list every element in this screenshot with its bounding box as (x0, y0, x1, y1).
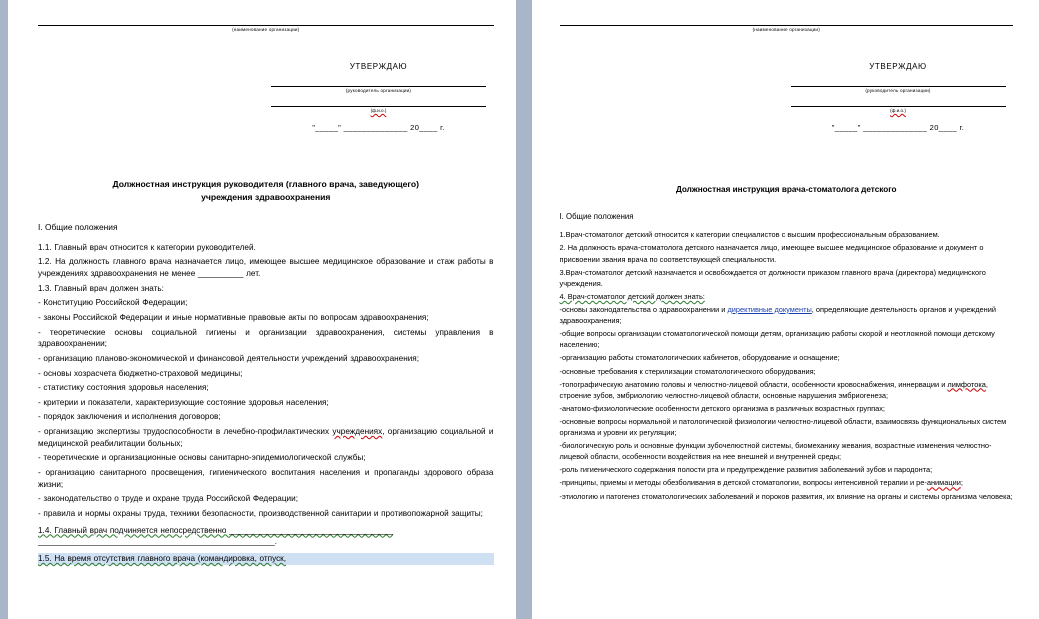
head-caption-right: (руководитель организации) (865, 88, 931, 93)
org-name-rule-right (560, 24, 1014, 26)
paragraph: - критерии и показатели, характеризующие состояние здоровья населения; (38, 397, 329, 407)
paragraph-with-link (560, 304, 1014, 326)
document-title-left (38, 178, 494, 204)
paragraph: - теоретические основы социальной гигиены и организации здравоохранения, системы управления в здравоохранении; (38, 327, 494, 349)
paragraph-with-spellcheck (38, 426, 494, 449)
document-title-left-line2: учреждения здравоохранения (201, 191, 331, 202)
paragraph-text-part1: - организацию экспертизы трудоспособности в лечебно-профилактических (38, 427, 333, 437)
section-heading-right: I. Общие положения (559, 212, 634, 222)
org-name-rule (38, 24, 494, 26)
spellcheck-word: лимфотока (947, 379, 986, 389)
paragraph: -общие вопросы организации стоматологической помощи детям, организацию работы скорой и неотложной помощи детскому населению; (559, 329, 995, 350)
paragraph: - законодательство о труде и охране труда Российской Федерации; (38, 494, 298, 504)
section-heading-left: I. Общие положения (38, 221, 118, 232)
org-name-field-right (560, 24, 1014, 32)
paragraph: - правила и нормы охраны труда, техники безопасности, производственной санитарии и противопожарной защиты; (38, 508, 483, 518)
org-name-field (38, 24, 494, 32)
paragraph: - законы Российской Федерации и иные нормативные правовые акты по вопросам здравоохранения; (38, 312, 429, 322)
paragraph: 1.1. Главный врач относится к категории руководителей. (38, 242, 256, 252)
paragraph-text-part2: , строение зубов, эмбриологию челюстно-лицевой области, основные нарушения эмбриогенеза; (559, 379, 988, 400)
approval-block-right (560, 62, 1014, 132)
date-line-right: "_____" ______________ 20____ г. (831, 123, 965, 132)
paragraph: - основы хозрасчета бюджетно-страховой медицины; (38, 368, 243, 378)
spellcheck-word: анимации (926, 478, 961, 488)
paragraph: - статистику состояния здоровья населения; (38, 383, 209, 393)
document-page-left (8, 0, 516, 619)
head-sign-rule-left (271, 85, 486, 87)
paragraph (560, 291, 1014, 302)
fio-caption-left: (ф.и.о.) (370, 108, 387, 113)
directive-documents-link[interactable]: директивные документы (727, 304, 812, 314)
approve-title-right: УТВЕРЖДАЮ (869, 62, 927, 71)
head-sign-rule-right (791, 85, 1006, 87)
document-title-right: Должностная инструкция врача-стоматолога детского (675, 185, 897, 194)
paragraph: - теоретические и организационные основы санитарно-эпидемиологической службы; (38, 453, 366, 463)
document-page-right (532, 0, 1039, 619)
paragraph-text-part1: -принципы, приемы и методы обезболивания в детской стоматологии, вопросы интенсивной терапии и ре- (559, 478, 927, 488)
paragraph: 2. На должность врача-стоматолога детского назначается лицо, имеющее высшее медицинское образование и документ о присвоении звания врача по соответствующей специальности. (559, 243, 984, 264)
paragraph-text-part1: -основы законодательства о здравоохранении и (559, 304, 728, 314)
paragraph-text-part2: , организацию социальной и медицинской реабилитации больных; (38, 427, 494, 448)
paragraph: -организацию работы стоматологических кабинетов, оборудование и оснащение; (559, 353, 840, 363)
paragraph-text-part1: -топографическую анатомию головы и челюстно-лицевой области, особенности кровоснабжения, иннервации и (559, 379, 948, 389)
paragraph-text-part2: , определяющие деятельность органов и учреждений здравоохранения; (559, 304, 996, 326)
paragraph-with-spellcheck (560, 379, 1014, 401)
approval-block-left (38, 62, 494, 132)
paragraph-with-spellcheck (560, 477, 1014, 488)
fio-rule-right (791, 105, 1006, 107)
paragraph: 1.3. Главный врач должен знать: (38, 283, 164, 293)
paragraph-text: 4. Врач-стоматолог детский должен знать: (559, 291, 705, 301)
document-title-left-line1: Должностная инструкция руководителя (главного врача, заведующего) (112, 179, 419, 189)
org-name-caption-right: (наименование организации) (752, 27, 820, 32)
paragraph: 3.Врач-стоматолог детский назначается и освобождается от должности приказом главного врача (директора) медицинского учреждения. (559, 267, 986, 288)
paragraph-text-part2: ; (960, 478, 963, 488)
paragraph: 1.Врач-стоматолог детский относится к категории специалистов с высшим профессиональным образованием. (559, 230, 940, 240)
spellcheck-word: учреждениях (332, 427, 383, 437)
paragraph: -основные требования к стерилизации стоматологического оборудования; (559, 366, 816, 376)
paragraph-fill-line: ____________________________________________________. (38, 537, 278, 547)
paragraph: - Конституцию Российской Федерации; (38, 298, 188, 308)
paragraph-text: 1.4. Главный врач подчиняется непосредственно ____________________________________ (38, 525, 394, 535)
paragraph: - организацию планово-экономической и финансовой деятельности учреждений здравоохранения; (38, 353, 419, 363)
paragraph: -роль гигиенического содержания полости рта и предупреждение развития заболеваний зубов и пародонта; (559, 465, 933, 475)
paragraph: 1.2. На должность главного врача назначается лицо, имеющее высшее медицинское образование и стаж работы в учреждениях здравоохранения не менее __________ лет. (38, 257, 494, 279)
fio-caption-right: (ф.и.о.) (890, 108, 906, 113)
paragraph: -биологическую роль и основные функции зубочелюстной системы, биомеханику жевания, возрастные изменения челюстно-лицевой области, особенности воздействия на нее внешней и внутренней среды; (559, 441, 992, 462)
org-name-caption: (наименование организации) (232, 27, 300, 32)
head-caption-left: (руководитель организации) (345, 88, 412, 93)
paragraph: -этиологию и патогенез стоматологических заболеваний и пороков развития, их влияние на органы и системы организма человека; (559, 491, 1013, 501)
paragraph-subordination (38, 525, 494, 537)
paragraph: - порядок заключения и исполнения договоров; (38, 412, 221, 422)
paragraph: -анатомо-физиологические особенности детского организма в различных возрастных группах; (559, 403, 885, 413)
paragraph: -основные вопросы нормальной и патологической физиологии челюстно-лицевой области, взаимосвязь функциональных систем организма и уровни их регуляции; (559, 416, 1007, 438)
fio-rule-left (271, 105, 486, 107)
paragraph: - организацию санитарного просвещения, гигиенического воспитания населения и пропаганды здорового образа жизни; (38, 468, 494, 489)
paragraph-highlighted: 1.5. На время отсутствия главного врача (командировка, отпуск, (38, 553, 494, 565)
approve-title-left: УТВЕРЖДАЮ (349, 62, 408, 71)
date-line-left: "_____" ______________ 20____ г. (312, 123, 445, 132)
